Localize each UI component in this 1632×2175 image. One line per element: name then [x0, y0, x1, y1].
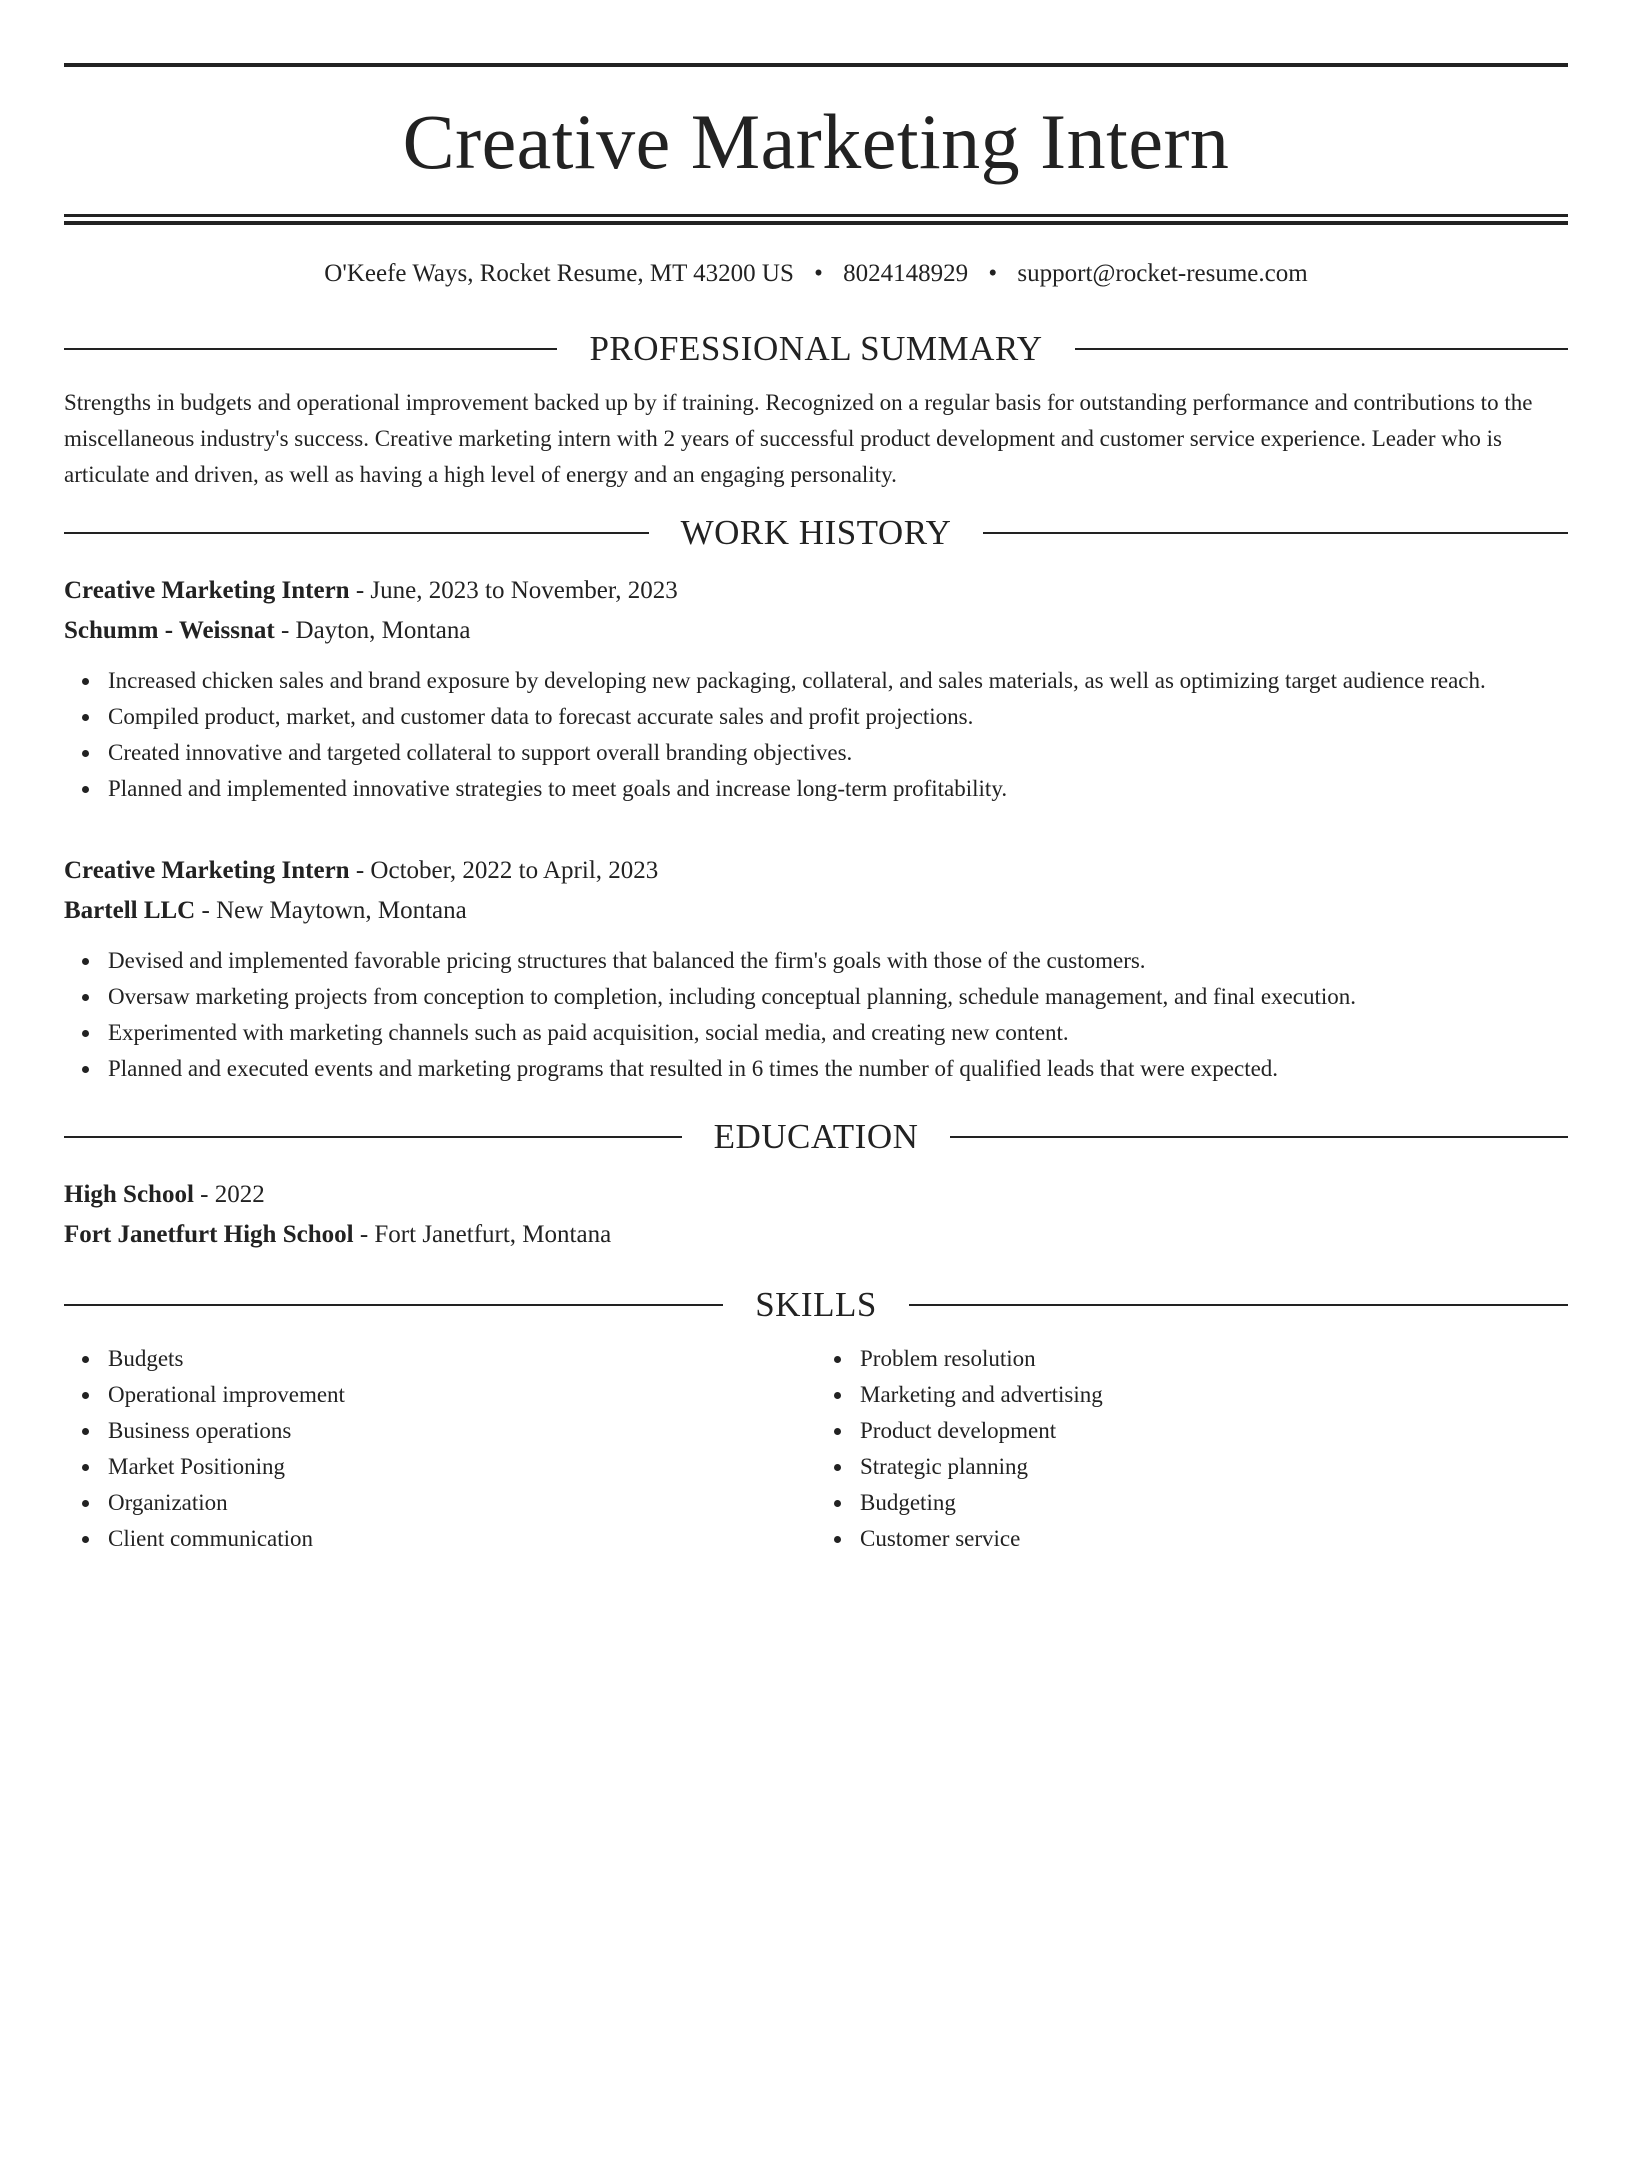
header-double-rule	[64, 214, 1568, 225]
skill-item: Product development	[860, 1413, 1568, 1449]
section-heading-work-history	[64, 513, 1568, 553]
skill-item: Problem resolution	[860, 1341, 1568, 1377]
job-entry	[64, 851, 1568, 1087]
resume-page	[0, 63, 1632, 2175]
job-entry	[64, 571, 1568, 807]
job-dates: - October, 2022 to April, 2023	[349, 857, 659, 884]
skill-item: Operational improvement	[108, 1377, 816, 1413]
section-rule-right	[950, 1136, 1568, 1138]
job-bullets	[64, 663, 1568, 807]
contact-separator: •	[814, 260, 823, 287]
contact-line	[64, 259, 1568, 289]
job-title-line	[64, 851, 1568, 891]
list-item: Created innovative and targeted collateral to support overall branding objectives.	[108, 735, 1568, 771]
section-label: PROFESSIONAL SUMMARY	[589, 329, 1043, 368]
section-heading-education	[64, 1117, 1568, 1157]
skill-item: Market Positioning	[108, 1449, 816, 1485]
header-top-rule	[64, 63, 1568, 67]
skill-item: Budgets	[108, 1341, 816, 1377]
skill-item: Business operations	[108, 1413, 816, 1449]
education-year: - 2022	[193, 1181, 265, 1208]
skill-item: Organization	[108, 1485, 816, 1521]
list-item: Planned and implemented innovative strategies to meet goals and increase long-term profitability.	[108, 771, 1568, 807]
list-item: Experimented with marketing channels such as paid acquisition, social media, and creating new content.	[108, 1015, 1568, 1051]
job-location: - New Maytown, Montana	[195, 897, 467, 924]
job-title: Creative Marketing Intern	[64, 577, 350, 604]
section-rule-right	[983, 532, 1568, 534]
job-company-line	[64, 611, 1568, 651]
contact-phone: 8024148929	[843, 260, 969, 287]
skill-item: Customer service	[860, 1521, 1568, 1557]
skills-list-right	[816, 1341, 1568, 1557]
section-label: WORK HISTORY	[680, 513, 952, 552]
summary-text: Strengths in budgets and operational improvement backed up by if training. Recognized on a regular basis for outstanding performance and contributions to the miscellaneous industry's success. Creative marketing intern with 2 years of successful product development and customer service experience. Leader who is articulate and driven, as well as having a high level of energy and an engaging personality.	[64, 390, 1533, 487]
section-rule-left	[64, 1136, 682, 1138]
job-dates: - June, 2023 to November, 2023	[349, 577, 678, 604]
list-item: Oversaw marketing projects from conception to completion, including conceptual planning, schedule management, and final execution.	[108, 979, 1568, 1015]
skill-item: Client communication	[108, 1521, 816, 1557]
section-rule-left	[64, 348, 557, 350]
section-heading-skills	[64, 1285, 1568, 1325]
job-location: - Dayton, Montana	[274, 617, 471, 644]
list-item: Compiled product, market, and customer data to forecast accurate sales and profit projections.	[108, 699, 1568, 735]
education-entry	[64, 1175, 1568, 1255]
education-degree-line	[64, 1175, 1568, 1215]
skills-list-left	[64, 1341, 816, 1557]
job-company: Schumm - Weissnat	[64, 617, 275, 644]
job-company: Bartell LLC	[64, 897, 196, 924]
section-rule-left	[64, 532, 649, 534]
education-school: Fort Janetfurt High School	[64, 1221, 354, 1248]
job-title-line	[64, 571, 1568, 611]
skill-item: Marketing and advertising	[860, 1377, 1568, 1413]
list-item: Devised and implemented favorable pricing structures that balanced the firm's goals with those of the customers.	[108, 943, 1568, 979]
skill-item: Strategic planning	[860, 1449, 1568, 1485]
section-rule-right	[1075, 348, 1568, 350]
skills-columns	[64, 1341, 1568, 1557]
contact-address: O'Keefe Ways, Rocket Resume, MT 43200 US	[324, 260, 794, 287]
section-rule-left	[64, 1304, 723, 1306]
education-school-line	[64, 1215, 1568, 1255]
education-location: - Fort Janetfurt, Montana	[353, 1221, 612, 1248]
contact-email: support@rocket-resume.com	[1017, 260, 1308, 287]
education-degree: High School	[64, 1181, 194, 1208]
resume-title: Creative Marketing Intern	[402, 98, 1230, 185]
list-item: Planned and executed events and marketing programs that resulted in 6 times the number of qualified leads that were expected.	[108, 1051, 1568, 1087]
job-bullets	[64, 943, 1568, 1087]
job-title: Creative Marketing Intern	[64, 857, 350, 884]
skill-item: Budgeting	[860, 1485, 1568, 1521]
section-label: EDUCATION	[713, 1117, 919, 1156]
list-item: Increased chicken sales and brand exposure by developing new packaging, collateral, and sales materials, as well as optimizing target audience reach.	[108, 663, 1568, 699]
section-rule-right	[909, 1304, 1568, 1306]
section-heading-summary	[64, 329, 1568, 369]
job-company-line	[64, 891, 1568, 931]
section-label: SKILLS	[755, 1285, 877, 1324]
contact-separator: •	[988, 260, 998, 287]
